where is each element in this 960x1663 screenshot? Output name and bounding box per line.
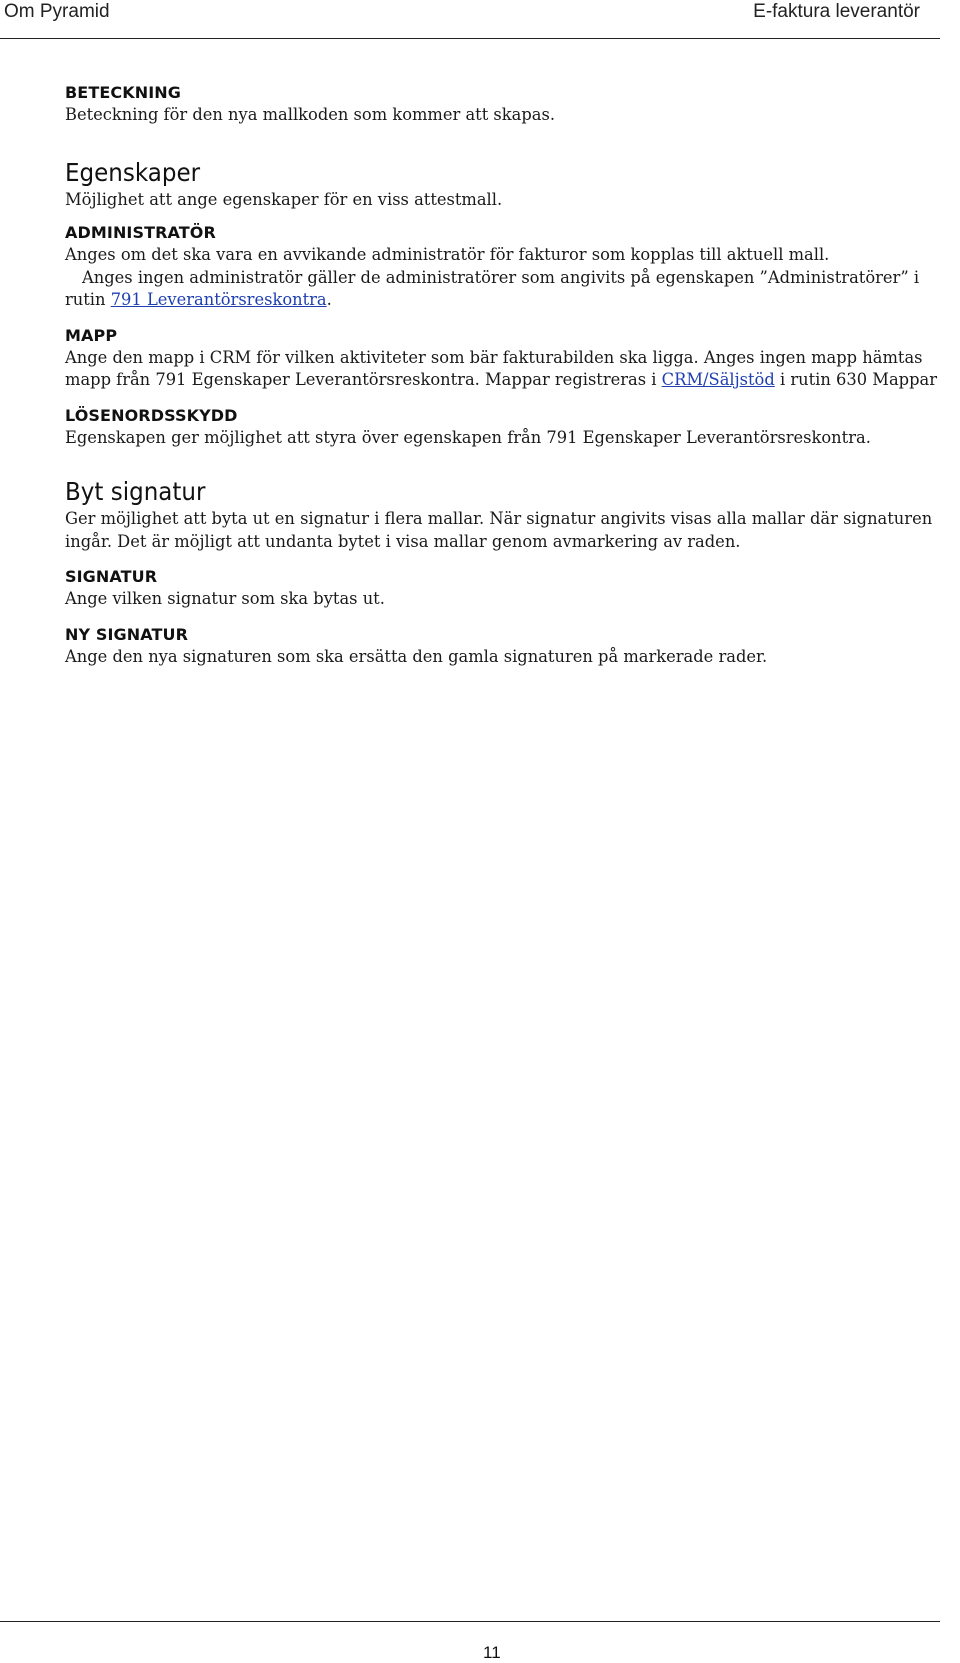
note-administrator-post: . <box>326 290 332 309</box>
text-ny-signatur: Ange den nya signaturen som ska ersätta den gamla signaturen på markerade rader. <box>65 646 768 666</box>
text-beteckning: Beteckning för den nya mallkoden som kommer att skapas. <box>65 105 556 124</box>
label-administrator: ADMINISTRATÖR <box>65 223 216 242</box>
text-administrator: Anges om det ska vara en avvikande administratör för fakturor som kopplas till aktuell mall. <box>65 245 830 264</box>
label-beteckning: BETECKNING <box>65 83 181 102</box>
text-losenordsskydd: Egenskapen ger möjlighet att styra över egenskapen från 791 Egenskaper Leverantörsreskontra. <box>65 427 871 447</box>
text-mapp-post: i rutin 630 Mappar <box>774 370 937 389</box>
note-administrator-pre: Anges ingen administratör gäller de administratörer som angivits på egenskapen ”Administratörer” i rutin <box>65 267 920 309</box>
text-signatur: Ange vilken signatur som ska bytas ut. <box>65 589 385 608</box>
label-mapp: MAPP <box>65 325 118 345</box>
heading-byt-signatur: Byt signatur <box>65 477 206 506</box>
note-administrator <box>65 267 955 312</box>
header-left-title: Om Pyramid <box>4 1 110 22</box>
text-mapp-pre: Ange den mapp i CRM för vilken aktiviteter som bär fakturabilden ska ligga. Anges ingen mapp hämtas mapp från 791 Egenskaper Leverantörsreskontra. Mappar registreras i <box>65 347 923 389</box>
label-signatur: SIGNATUR <box>65 567 158 586</box>
header-right-title: E-faktura leverantör <box>753 1 920 22</box>
link-crm-saljstod[interactable]: CRM/Säljstöd <box>661 370 775 389</box>
page-footer <box>0 1621 940 1663</box>
page-content <box>65 82 955 668</box>
page-header <box>0 0 940 39</box>
text-mapp <box>65 347 955 392</box>
text-byt-signatur: Ger möjlighet att byta ut en signatur i flera mallar. När signatur angivits visas alla mallar där signaturen ingår. Det är möjligt att undanta bytet i visa mallar genom avmarkering av raden. <box>65 509 933 551</box>
page-number: 11 <box>483 1643 501 1662</box>
label-losenordsskydd: LÖSENORDSSKYDD <box>65 405 238 425</box>
heading-egenskaper: Egenskaper <box>65 157 201 187</box>
label-ny-signatur: NY SIGNATUR <box>65 624 189 644</box>
link-791-leverantorsreskontra[interactable]: 791 Leverantörsreskontra <box>110 290 327 309</box>
text-egenskaper: Möjlighet att ange egenskaper för en viss attestmall. <box>65 189 503 209</box>
